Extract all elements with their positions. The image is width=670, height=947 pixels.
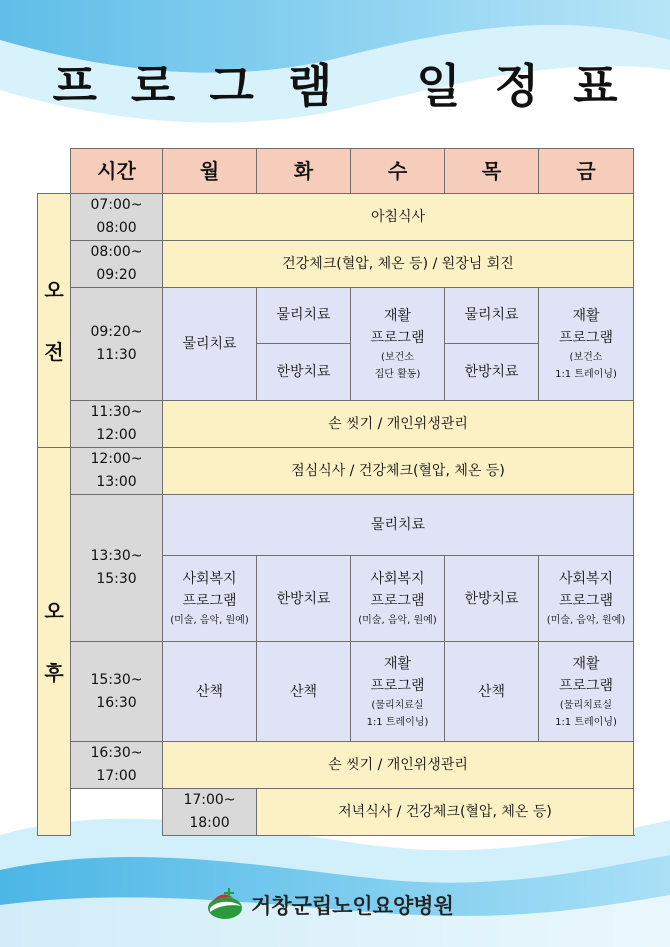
dinner-cell: 저녁식사 / 건강체크(혈압, 체온 등)	[257, 789, 634, 836]
herbal-cell: 한방치료	[257, 556, 351, 642]
wed-morning-cell: 재활 프로그램 (보건소 집단 활동)	[351, 288, 445, 401]
breakfast-cell: 아침식사	[163, 194, 634, 241]
page-title: 프로그램 일정표	[52, 59, 652, 113]
table-row	[38, 495, 634, 556]
hospital-logo	[205, 884, 475, 924]
mon-morning-cell: 물리치료	[163, 288, 257, 401]
header-day: 월	[163, 149, 257, 194]
afternoon-physio-cell: 물리치료	[163, 495, 634, 556]
table-row	[38, 241, 634, 288]
rehab-program-cell: 재활 프로그램 (물리치료실 1:1 트레이닝)	[539, 642, 634, 742]
tue-bottom: 한방치료	[276, 364, 331, 380]
period-pm: 오 후	[38, 448, 71, 836]
hospital-emblem-icon	[205, 884, 247, 922]
header-time: 시간	[71, 149, 163, 194]
header-day: 금	[539, 149, 634, 194]
social-program-cell: 사회복지 프로그램 (미술, 음악, 원예)	[351, 556, 445, 642]
time-slot: 08:00~ 09:20	[71, 241, 163, 288]
thu-morning-cell	[445, 288, 539, 401]
header-row	[38, 149, 634, 194]
period-am: 오 전	[38, 194, 71, 448]
schedule-table	[37, 148, 634, 836]
table-row	[38, 642, 634, 742]
walk-cell: 산책	[257, 642, 351, 742]
lunch-cell: 점심식사 / 건강체크(혈압, 체온 등)	[163, 448, 634, 495]
herbal-cell: 한방치료	[445, 556, 539, 642]
rehab-program-cell: 재활 프로그램 (물리치료실 1:1 트레이닝)	[351, 642, 445, 742]
header-day: 화	[257, 149, 351, 194]
time-slot: 15:30~ 16:30	[71, 642, 163, 742]
period-empty	[71, 789, 163, 836]
corner-empty	[38, 149, 71, 194]
fri-morning-cell: 재활 프로그램 (보건소 1:1 트레이닝)	[539, 288, 634, 401]
handwash-cell: 손 씻기 / 개인위생관리	[163, 742, 634, 789]
table-row	[38, 288, 634, 401]
time-slot: 11:30~ 12:00	[71, 401, 163, 448]
handwash-cell: 손 씻기 / 개인위생관리	[163, 401, 634, 448]
tue-top: 물리치료	[257, 288, 350, 344]
checkup-cell: 건강체크(혈압, 체온 등) / 원장님 회진	[163, 241, 634, 288]
walk-cell: 산책	[163, 642, 257, 742]
time-slot: 16:30~ 17:00	[71, 742, 163, 789]
social-program-cell: 사회복지 프로그램 (미술, 음악, 원예)	[539, 556, 634, 642]
social-program-cell: 사회복지 프로그램 (미술, 음악, 원예)	[163, 556, 257, 642]
time-slot: 12:00~ 13:00	[71, 448, 163, 495]
table-row	[38, 742, 634, 789]
time-slot: 07:00~ 08:00	[71, 194, 163, 241]
time-slot: 17:00~ 18:00	[163, 789, 257, 836]
header-day: 수	[351, 149, 445, 194]
thu-top: 물리치료	[445, 288, 538, 344]
time-slot: 09:20~ 11:30	[71, 288, 163, 401]
tue-morning-cell	[257, 288, 351, 401]
time-slot: 13:30~ 15:30	[71, 495, 163, 642]
table-row	[38, 448, 634, 495]
hospital-name: 거창군립노인요양병원	[251, 894, 454, 918]
header-day: 목	[445, 149, 539, 194]
table-row	[38, 401, 634, 448]
table-row	[38, 789, 634, 836]
walk-cell: 산책	[445, 642, 539, 742]
table-row	[38, 194, 634, 241]
thu-bottom: 한방치료	[464, 364, 519, 380]
